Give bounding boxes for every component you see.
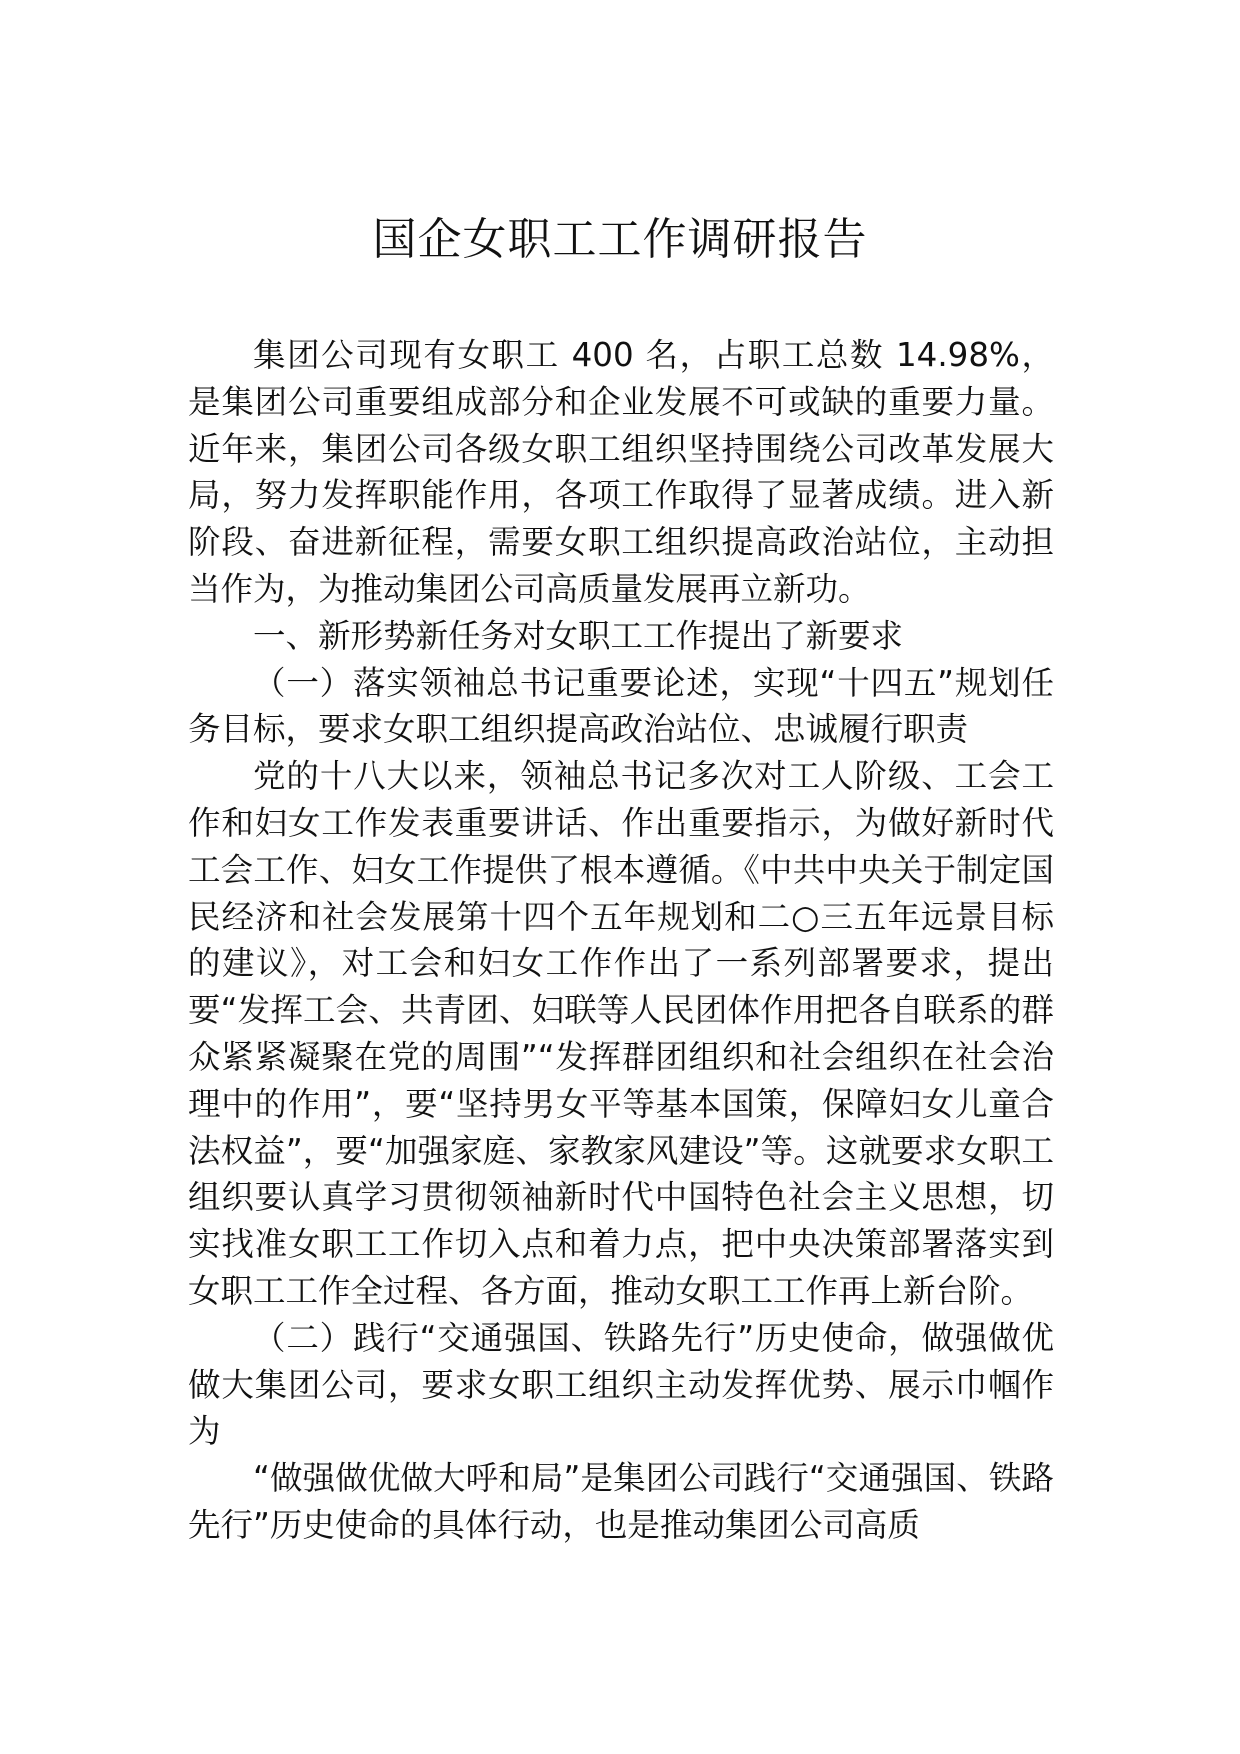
intro-paragraph: 集团公司现有女职工 400 名，占职工总数 14.98%，是集团公司重要组成部分和企业发展不可或缺的重要力量。近年来，集团公司各级女职工组织坚持围绕公司改革发展大局，努力发挥职能作用，各项工作取得了显著成绩。进入新阶段、奋进新征程，需要女职工组织提高政治站位，主动担当作为，为推动集团公司高质量发展再立新功。 [188, 336, 1054, 608]
document-body [188, 332, 1054, 1549]
document-title: 国企女职工工作调研报告 [372, 214, 868, 265]
body-paragraph-1: 党的十八大以来，领袖总书记多次对工人阶级、工会工作和妇女工作发表重要讲话、作出重要指示，为做好新时代工会工作、妇女工作提供了根本遵循。《中共中央关于制定国民经济和社会发展第十四个五年规划和二○三五年远景目标的建议》，对工会和妇女工作作出了一系列部署要求，提出要“发挥工会、共青团、妇联等人民团体作用把各自联系的群众紧紧凝聚在党的周围”“发挥群团组织和社会组织在社会治理中的作用”，要“坚持男女平等基本国策，保障妇女儿童合法权益”，要“加强家庭、家教家风建设”等。这就要求女职工组织要认真学习贯彻领袖新时代中国特色社会主义思想，切实找准女职工工作切入点和着力点，把中央决策部署落实到女职工工作全过程、各方面，推动女职工工作再上新台阶。 [188, 757, 1054, 1310]
section-heading-1: 一、新形势新任务对女职工工作提出了新要求 [253, 616, 904, 655]
body-paragraph-2: “做强做优做大呼和局”是集团公司践行“交通强国、铁路先行”历史使命的具体行动，也是推动集团公司高质 [188, 1459, 1054, 1544]
subsection-heading-2: （二）践行“交通强国、铁路先行”历史使命，做强做优做大集团公司，要求女职工组织主动发挥优势、展示巾帼作为 [188, 1318, 1054, 1451]
subsection-heading-1: （一）落实领袖总书记重要论述，实现“十四五”规划任务目标，要求女职工组织提高政治站位、忠诚履行职责 [188, 663, 1054, 749]
